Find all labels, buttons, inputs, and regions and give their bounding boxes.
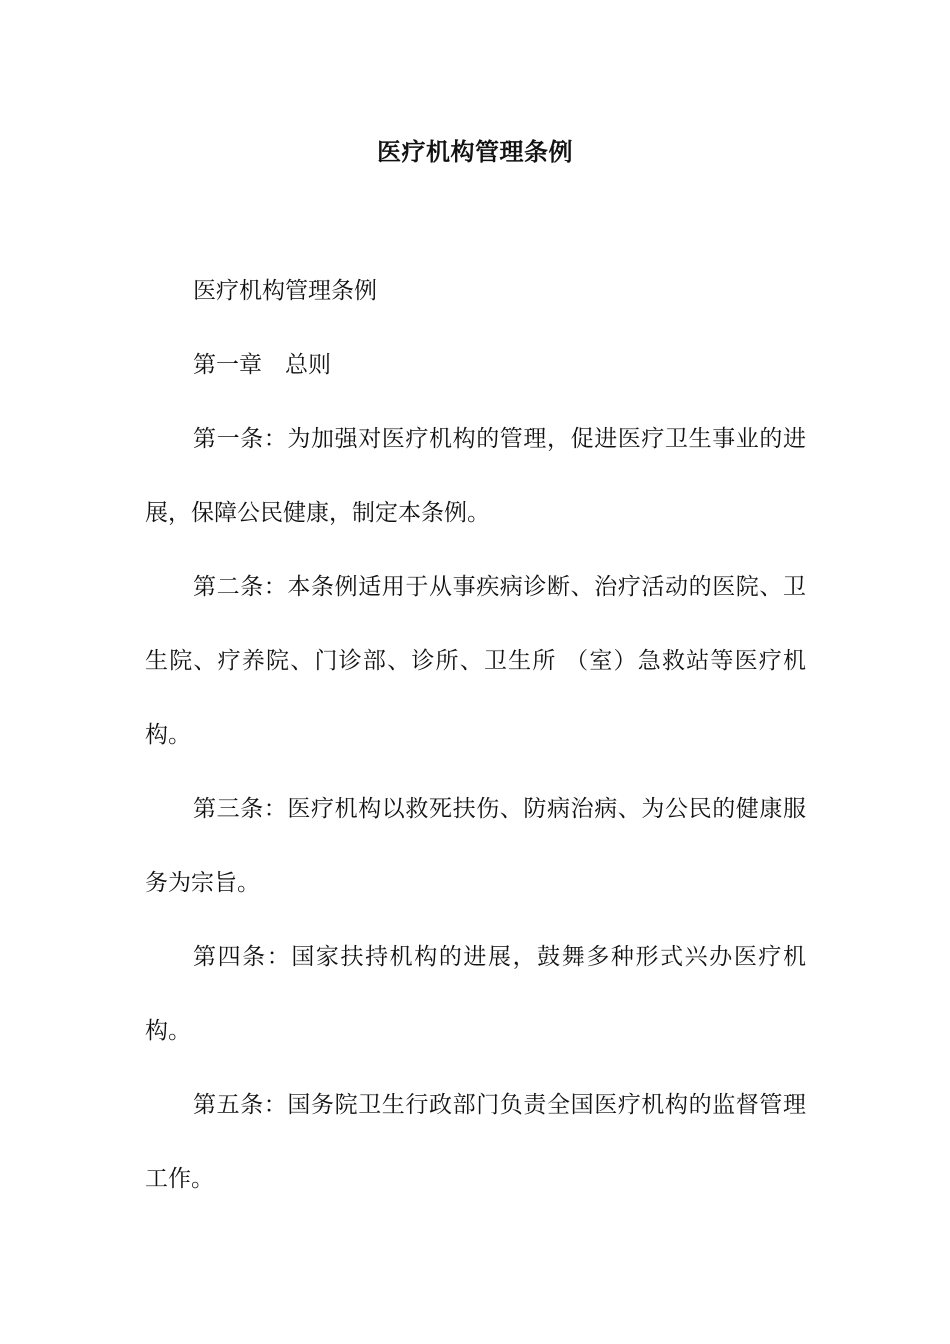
paragraph-article-5: 第五条：国务院卫生行政部门负责全国医疗机构的监督管理工作。 [145,1092,806,1192]
paragraph-article-1: 第一条：为加强对医疗机构的管理，促进医疗卫生事业的进展，保障公民健康，制定本条例。 [145,426,806,526]
document-title: 医疗机构管理条例 [377,137,573,166]
paragraph-article-2: 第二条：本条例适用于从事疾病诊断、治疗活动的医院、卫生院、疗养院、门诊部、诊所、卫生所 （室）急救站等医疗机构。 [145,574,806,748]
document-body [145,254,806,1216]
paragraph-subtitle: 医疗机构管理条例 [193,278,377,304]
paragraph-article-3: 第三条：医疗机构以救死扶伤、防病治病、为公民的健康服务为宗旨。 [145,796,806,896]
paragraph-chapter-heading: 第一章 总则 [193,352,331,378]
paragraph-article-4: 第四条：国家扶持机构的进展，鼓舞多种形式兴办医疗机构。 [145,944,806,1044]
